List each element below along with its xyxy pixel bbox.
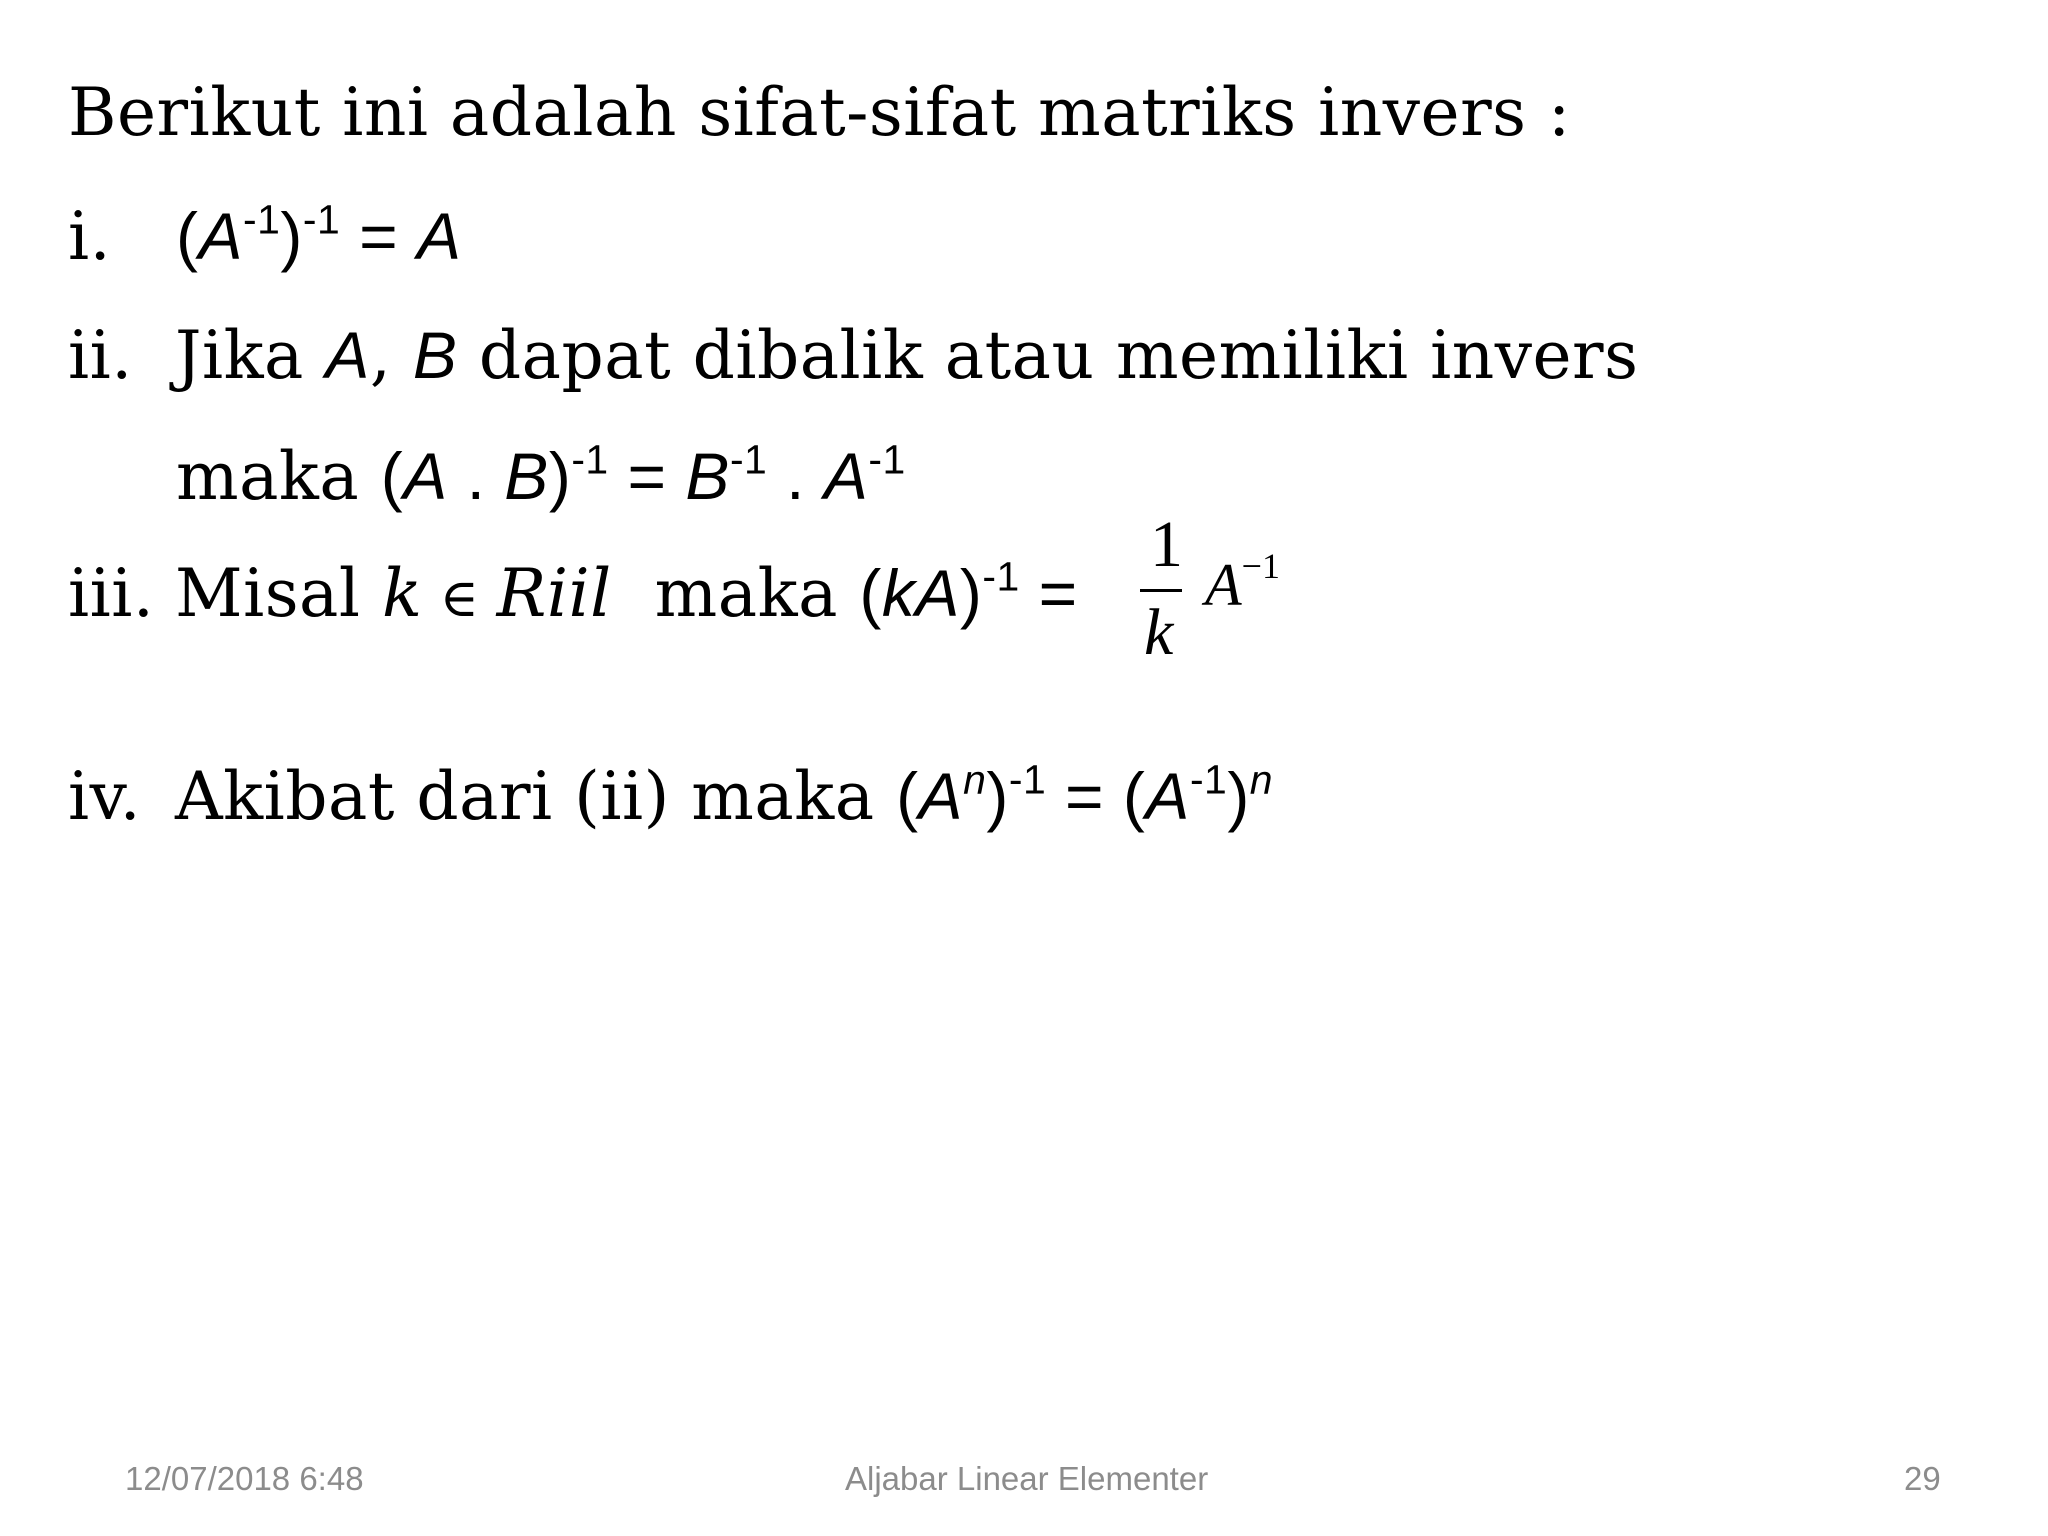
exponent-n: n (963, 756, 987, 803)
item-number: i. (68, 198, 112, 275)
heading-text: Berikut ini adalah sifat-sifat matriks invers : (68, 74, 1571, 151)
slide-heading (68, 74, 1571, 151)
paren-close: ) (1227, 759, 1250, 833)
item-number: iv. (68, 758, 142, 835)
var-a: A (416, 199, 462, 273)
equals-sign: = (1046, 759, 1123, 833)
var-a: A (198, 199, 244, 273)
exponent: -1 (868, 436, 906, 483)
dot-operator: . (447, 439, 505, 513)
fraction-multiplier (1205, 546, 1280, 618)
var-k: k (881, 556, 916, 630)
var-a: A (403, 439, 448, 513)
item-text: Jika (175, 317, 326, 394)
paren-open: ( (1122, 759, 1146, 833)
item-text: dapat dibalik atau memiliki invers (457, 317, 1639, 394)
exponent: −1 (1241, 546, 1280, 586)
item-text: maka (611, 555, 860, 632)
item-text: Misal (175, 555, 382, 632)
property-item-ii (68, 317, 1639, 394)
var-b: B (685, 439, 730, 513)
item-number: iii. (68, 555, 155, 632)
exponent: -1 (729, 436, 768, 483)
var-a: A (325, 318, 370, 392)
paren-close: ) (959, 556, 983, 630)
exponent: -1 (1008, 756, 1047, 803)
paren-close: ) (986, 759, 1009, 833)
paren-open: ( (176, 199, 199, 273)
paren-close: ) (548, 439, 572, 513)
var-k: k (382, 555, 423, 632)
var-a: A (915, 556, 960, 630)
item-text: Akibat dari (ii) maka (175, 758, 897, 835)
var-a: A (1145, 759, 1190, 833)
item-text: maka (176, 438, 381, 515)
footer-title: Aljabar Linear Elementer (845, 1460, 1209, 1497)
property-item-i (68, 196, 462, 275)
exponent: -1 (571, 436, 609, 483)
fraction-denominator: k (1144, 596, 1174, 669)
paren-open: ( (380, 439, 404, 513)
fraction-one-over-k (1138, 508, 1198, 672)
property-formula (380, 436, 906, 513)
exponent: -1 (302, 196, 341, 243)
paren-close: ) (280, 199, 303, 273)
equals-sign: = (608, 439, 686, 513)
item-number: ii. (68, 317, 133, 394)
var-a: A (918, 759, 964, 833)
paren-open: ( (896, 759, 919, 833)
exponent: -1 (1189, 756, 1228, 803)
property-item-iv (68, 756, 1274, 835)
var-a: A (823, 439, 869, 513)
exponent: -1 (243, 196, 281, 243)
equals-sign: = (1019, 556, 1097, 630)
equals-sign: = (340, 199, 417, 273)
property-formula (859, 553, 1097, 630)
property-formula (176, 196, 462, 273)
footer-date: 12/07/2018 6:48 (125, 1460, 364, 1497)
var-a: A (1205, 552, 1242, 618)
exponent-n: n (1249, 756, 1274, 803)
property-item-ii-continuation (176, 436, 906, 515)
var-b: B (504, 439, 549, 513)
riil-set: Riil (496, 555, 612, 632)
element-of-symbol: ∈ (422, 568, 497, 629)
dot-operator: . (767, 439, 824, 513)
exponent: -1 (982, 553, 1020, 600)
fraction-numerator: 1 (1150, 508, 1183, 581)
property-item-iii (68, 553, 1097, 632)
paren-open: ( (859, 556, 882, 630)
comma: , (369, 317, 413, 394)
fraction-bar (1140, 589, 1182, 592)
property-formula (896, 756, 1274, 833)
var-b: B (412, 318, 458, 392)
footer-page-number: 29 (1904, 1460, 1941, 1497)
